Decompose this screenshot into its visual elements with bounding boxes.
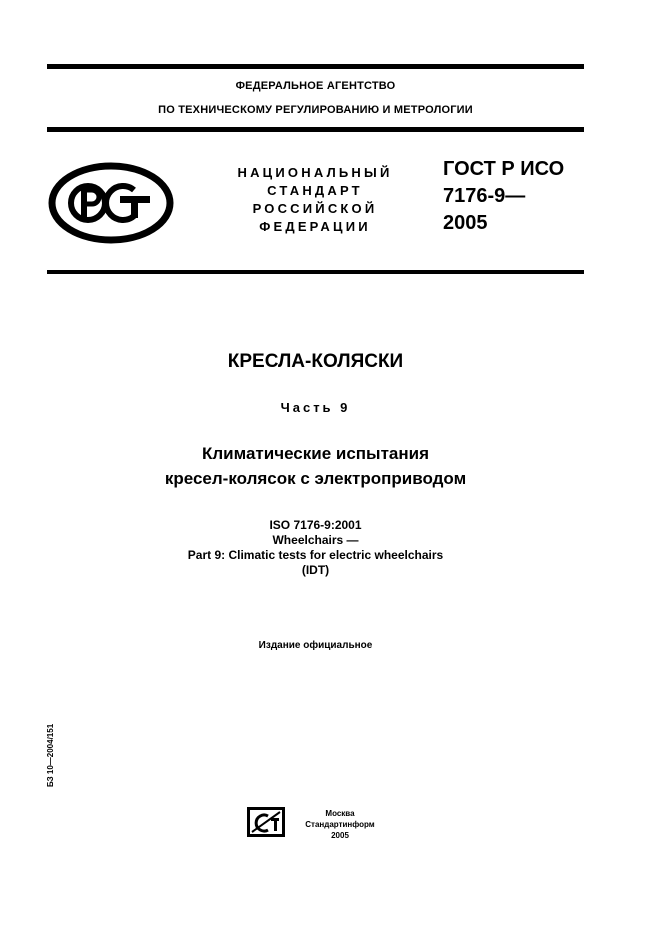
mid-rule [47, 270, 584, 274]
iso-reference [47, 518, 584, 578]
side-code: БЗ 10—2004/151 [46, 723, 55, 787]
iso-line-3: Part 9: Climatic tests for electric wheelchairs [187, 548, 444, 562]
iso-line-1: ISO 7176-9:2001 [269, 518, 362, 532]
gost-number [443, 156, 564, 237]
publisher-city: Москва [325, 809, 355, 818]
rst-logo-icon [48, 162, 174, 244]
publisher-info [300, 808, 380, 841]
document-title: КРЕСЛА-КОЛЯСКИ [227, 351, 404, 372]
publisher-logo-icon [246, 806, 286, 838]
national-line-3: РОССИЙСКОЙ [252, 201, 378, 216]
national-line-4: ФЕДЕРАЦИИ [259, 219, 371, 234]
iso-line-2: Wheelchairs — [272, 533, 359, 547]
subtitle-line-2: кресел-колясок с электроприводом [164, 469, 467, 488]
publisher-name: Стандартинформ [305, 820, 375, 829]
subtitle-line-1: Климатические испытания [201, 444, 429, 463]
national-standard-label [225, 164, 405, 236]
top-rule [47, 64, 584, 69]
national-line-2: СТАНДАРТ [267, 183, 363, 198]
publisher-year: 2005 [331, 831, 349, 840]
gost-line-2: 7176-9— [443, 185, 526, 207]
edition-label: Издание официальное [258, 640, 373, 651]
part-label: Часть 9 [280, 400, 351, 415]
agency-line-2: ПО ТЕХНИЧЕСКОМУ РЕГУЛИРОВАНИЮ И МЕТРОЛОГИИ [158, 104, 473, 116]
agency-line-1: ФЕДЕРАЛЬНОЕ АГЕНТСТВО [235, 80, 396, 92]
iso-line-4: (IDT) [301, 563, 330, 577]
gost-line-1: ГОСТ Р ИСО [443, 158, 565, 180]
gost-line-3: 2005 [443, 212, 488, 234]
national-line-1: НАЦИОНАЛЬНЫЙ [237, 165, 393, 180]
document-subtitle [47, 441, 584, 491]
header-rule [47, 127, 584, 132]
